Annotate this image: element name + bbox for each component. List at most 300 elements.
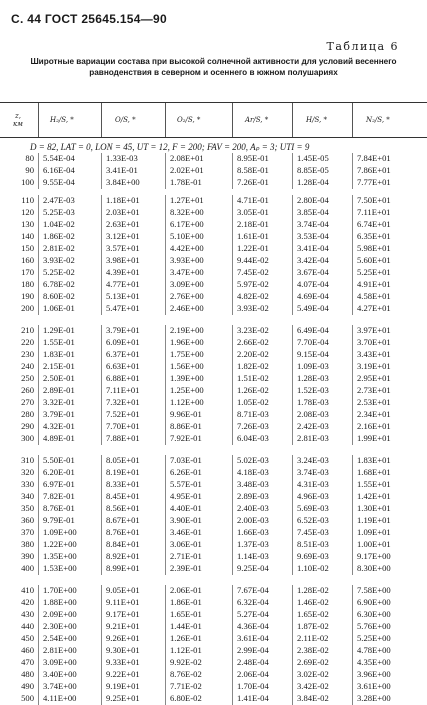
value-cell: 2.06E-01 <box>170 585 202 595</box>
value-cell: 2.69E-02 <box>297 657 329 667</box>
value-cell: 3.61E+00 <box>357 681 391 691</box>
value-cell: 6.63E+01 <box>106 361 140 371</box>
value-cell: 3.96E+00 <box>357 669 391 679</box>
value-cell: 3.74E-03 <box>297 467 329 477</box>
altitude-cell: 130 <box>21 219 34 229</box>
table-row <box>0 503 427 515</box>
value-cell: 2.20E-02 <box>237 349 269 359</box>
table-row <box>0 195 427 207</box>
value-cell: 9.11E+01 <box>106 597 140 607</box>
value-cell: 3.09E+00 <box>170 279 204 289</box>
value-cell: 9.30E+01 <box>106 645 140 655</box>
value-cell: 8.67E+01 <box>106 515 140 525</box>
altitude-cell: 420 <box>21 597 34 607</box>
altitude-cell: 80 <box>25 153 34 163</box>
value-cell: 7.67E-04 <box>237 585 269 595</box>
value-cell: 4.78E+00 <box>357 645 391 655</box>
value-cell: 3.67E-04 <box>297 267 329 277</box>
value-cell: 9.69E-03 <box>297 551 329 561</box>
value-cell: 4.71E-01 <box>237 195 269 205</box>
value-cell: 1.37E-03 <box>237 539 269 549</box>
table-row <box>0 467 427 479</box>
value-cell: 1.09E-03 <box>297 361 329 371</box>
value-cell: 3.93E+00 <box>170 255 204 265</box>
altitude-cell: 340 <box>21 491 34 501</box>
table-row <box>0 349 427 361</box>
altitude-cell: 110 <box>21 195 34 205</box>
row-group <box>0 325 427 445</box>
value-cell: 1.51E-02 <box>237 373 269 383</box>
table-row <box>0 219 427 231</box>
value-cell: 1.04E-02 <box>43 219 75 229</box>
table-row <box>0 243 427 255</box>
value-cell: 4.18E-03 <box>237 467 269 477</box>
table-title: Широтные вариации состава при высокой солнечной активности для условий весеннего равноденствия в северном и осеннего в южном полушариях <box>30 57 397 77</box>
value-cell: 6.80E-02 <box>170 693 202 703</box>
value-cell: 3.70E+01 <box>357 337 391 347</box>
value-cell: 8.32E+00 <box>170 207 204 217</box>
value-cell: 9.25E-04 <box>237 563 269 573</box>
altitude-cell: 150 <box>21 243 34 253</box>
table-row <box>0 479 427 491</box>
value-cell: 9.22E+01 <box>106 669 140 679</box>
value-cell: 5.02E-03 <box>237 455 269 465</box>
value-cell: 8.05E+01 <box>106 455 140 465</box>
altitude-cell: 180 <box>21 279 34 289</box>
value-cell: 1.12E-01 <box>170 645 202 655</box>
value-cell: 1.75E+00 <box>170 349 204 359</box>
table-row <box>0 645 427 657</box>
value-cell: 6.35E+01 <box>357 231 391 241</box>
altitude-cell: 320 <box>21 467 34 477</box>
value-cell: 1.78E-03 <box>297 397 329 407</box>
value-cell: 1.19E+01 <box>357 515 391 525</box>
value-cell: 3.09E+00 <box>43 657 77 667</box>
value-cell: 2.03E+01 <box>106 207 140 217</box>
value-cell: 2.80E-04 <box>297 195 329 205</box>
value-cell: 7.50E+01 <box>357 195 391 205</box>
value-cell: 9.96E-01 <box>170 409 202 419</box>
altitude-cell: 260 <box>21 385 34 395</box>
value-cell: 1.44E-01 <box>170 621 202 631</box>
value-cell: 3.90E-01 <box>170 515 202 525</box>
value-cell: 5.27E-04 <box>237 609 269 619</box>
col-header-ar: Ar/S, * <box>245 116 269 124</box>
value-cell: 6.74E+01 <box>357 219 391 229</box>
value-cell: 1.53E+00 <box>43 563 77 573</box>
altitude-cell: 210 <box>21 325 34 335</box>
value-cell: 1.10E-02 <box>297 563 329 573</box>
value-cell: 1.83E-01 <box>43 349 75 359</box>
value-cell: 3.42E-04 <box>297 255 329 265</box>
value-cell: 3.28E+00 <box>357 693 391 703</box>
table-row <box>0 177 427 189</box>
row-group <box>0 585 427 705</box>
value-cell: 1.61E-01 <box>237 231 269 241</box>
value-cell: 7.92E-01 <box>170 433 202 443</box>
table-row <box>0 231 427 243</box>
value-cell: 5.60E+01 <box>357 255 391 265</box>
value-cell: 8.99E+01 <box>106 563 140 573</box>
value-cell: 1.55E-01 <box>43 337 75 347</box>
value-cell: 2.46E+00 <box>170 303 204 313</box>
value-cell: 3.84E+00 <box>106 177 140 187</box>
value-cell: 7.84E+01 <box>357 153 391 163</box>
value-cell: 3.97E+01 <box>357 325 391 335</box>
value-cell: 2.81E+00 <box>43 645 77 655</box>
value-cell: 1.87E-02 <box>297 621 329 631</box>
column-header-row <box>0 102 427 138</box>
value-cell: 6.04E-03 <box>237 433 269 443</box>
value-cell: 2.54E+00 <box>43 633 77 643</box>
altitude-cell: 470 <box>21 657 34 667</box>
value-cell: 6.32E-04 <box>237 597 269 607</box>
table-row <box>0 563 427 575</box>
value-cell: 8.76E-01 <box>43 503 75 513</box>
value-cell: 7.58E+00 <box>357 585 391 595</box>
value-cell: 3.74E-04 <box>297 219 329 229</box>
value-cell: 2.95E+01 <box>357 373 391 383</box>
altitude-cell: 280 <box>21 409 34 419</box>
value-cell: 1.96E+00 <box>170 337 204 347</box>
value-cell: 2.11E-02 <box>297 633 329 643</box>
value-cell: 8.95E-01 <box>237 153 269 163</box>
table-row <box>0 153 427 165</box>
value-cell: 1.52E-03 <box>297 385 329 395</box>
table-row <box>0 551 427 563</box>
value-cell: 2.76E+00 <box>170 291 204 301</box>
table-row <box>0 433 427 445</box>
value-cell: 1.09E+01 <box>357 527 391 537</box>
altitude-cell: 90 <box>25 165 34 175</box>
value-cell: 3.40E+00 <box>43 669 77 679</box>
value-cell: 7.70E-04 <box>297 337 329 347</box>
value-cell: 9.55E-04 <box>43 177 75 187</box>
value-cell: 7.82E-01 <box>43 491 75 501</box>
value-cell: 2.63E+01 <box>106 219 140 229</box>
value-cell: 9.17E+01 <box>106 609 140 619</box>
value-cell: 5.25E+00 <box>357 633 391 643</box>
value-cell: 4.27E+01 <box>357 303 391 313</box>
value-cell: 4.58E+01 <box>357 291 391 301</box>
altitude-cell: 360 <box>21 515 34 525</box>
value-cell: 5.76E+00 <box>357 621 391 631</box>
table-row <box>0 597 427 609</box>
table-row <box>0 657 427 669</box>
table-row <box>0 455 427 467</box>
value-cell: 5.69E-03 <box>297 503 329 513</box>
value-cell: 9.33E+01 <box>106 657 140 667</box>
value-cell: 2.50E-01 <box>43 373 75 383</box>
value-cell: 7.88E+01 <box>106 433 140 443</box>
table-row <box>0 515 427 527</box>
value-cell: 1.39E+00 <box>170 373 204 383</box>
value-cell: 4.39E+01 <box>106 267 140 277</box>
value-cell: 3.02E-02 <box>297 669 329 679</box>
value-cell: 4.36E-04 <box>237 621 269 631</box>
value-cell: 4.96E-03 <box>297 491 329 501</box>
altitude-cell: 100 <box>21 177 34 187</box>
altitude-cell: 250 <box>21 373 34 383</box>
value-cell: 6.37E+01 <box>106 349 140 359</box>
value-cell: 1.06E-01 <box>43 303 75 313</box>
value-cell: 5.25E-03 <box>43 207 75 217</box>
value-cell: 2.06E-04 <box>237 669 269 679</box>
value-cell: 5.54E-04 <box>43 153 75 163</box>
value-cell: 2.99E-04 <box>237 645 269 655</box>
value-cell: 2.02E+01 <box>170 165 204 175</box>
value-cell: 8.45E+01 <box>106 491 140 501</box>
col-header-n2: N₂/S, * <box>366 116 390 124</box>
col-header-h: H/S, * <box>306 116 327 124</box>
table-row <box>0 303 427 315</box>
value-cell: 8.84E+01 <box>106 539 140 549</box>
table-row <box>0 681 427 693</box>
value-cell: 7.70E+01 <box>106 421 140 431</box>
page-header: С. 44 ГОСТ 25645.154—90 <box>11 12 167 26</box>
value-cell: 3.48E-03 <box>237 479 269 489</box>
value-cell: 1.46E-02 <box>297 597 329 607</box>
table-row <box>0 527 427 539</box>
value-cell: 2.81E-03 <box>297 433 329 443</box>
value-cell: 3.84E-02 <box>297 693 329 703</box>
value-cell: 8.56E+01 <box>106 503 140 513</box>
value-cell: 7.11E+01 <box>106 385 140 395</box>
altitude-cell: 330 <box>21 479 34 489</box>
value-cell: 1.41E-04 <box>237 693 269 703</box>
value-cell: 4.89E-01 <box>43 433 75 443</box>
table-row <box>0 409 427 421</box>
table-row <box>0 693 427 705</box>
altitude-cell: 220 <box>21 337 34 347</box>
value-cell: 1.66E-03 <box>237 527 269 537</box>
value-cell: 1.70E+00 <box>43 585 77 595</box>
value-cell: 1.56E+00 <box>170 361 204 371</box>
value-cell: 2.53E+01 <box>357 397 391 407</box>
value-cell: 9.17E+00 <box>357 551 391 561</box>
value-cell: 6.09E+01 <box>106 337 140 347</box>
value-cell: 7.26E-03 <box>237 421 269 431</box>
value-cell: 3.05E-01 <box>237 207 269 217</box>
value-cell: 9.21E+01 <box>106 621 140 631</box>
value-cell: 8.92E+01 <box>106 551 140 561</box>
value-cell: 3.19E+01 <box>357 361 391 371</box>
value-cell: 6.52E-03 <box>297 515 329 525</box>
value-cell: 2.39E-01 <box>170 563 202 573</box>
value-cell: 4.31E-03 <box>297 479 329 489</box>
value-cell: 1.14E-03 <box>237 551 269 561</box>
value-cell: 3.23E-02 <box>237 325 269 335</box>
value-cell: 8.58E-01 <box>237 165 269 175</box>
value-cell: 3.46E-01 <box>170 527 202 537</box>
value-cell: 4.42E+00 <box>170 243 204 253</box>
table-row <box>0 539 427 551</box>
value-cell: 3.79E+01 <box>106 325 140 335</box>
value-cell: 3.24E-03 <box>297 455 329 465</box>
value-cell: 1.99E+01 <box>357 433 391 443</box>
altitude-cell: 390 <box>21 551 34 561</box>
value-cell: 8.30E+00 <box>357 563 391 573</box>
value-cell: 1.12E+00 <box>170 397 204 407</box>
value-cell: 3.32E-01 <box>43 397 75 407</box>
value-cell: 8.33E+01 <box>106 479 140 489</box>
value-cell: 1.00E+01 <box>357 539 391 549</box>
value-cell: 3.61E-04 <box>237 633 269 643</box>
value-cell: 2.38E-02 <box>297 645 329 655</box>
value-cell: 3.06E-01 <box>170 539 202 549</box>
value-cell: 2.09E+00 <box>43 609 77 619</box>
value-cell: 7.45E-03 <box>297 527 329 537</box>
value-cell: 6.30E+00 <box>357 609 391 619</box>
altitude-cell: 480 <box>21 669 34 679</box>
altitude-cell: 140 <box>21 231 34 241</box>
table-row <box>0 491 427 503</box>
value-cell: 2.16E+01 <box>357 421 391 431</box>
value-cell: 1.86E-01 <box>170 597 202 607</box>
altitude-cell: 380 <box>21 539 34 549</box>
value-cell: 2.42E-03 <box>297 421 329 431</box>
value-cell: 1.35E+00 <box>43 551 77 561</box>
value-cell: 1.68E+01 <box>357 467 391 477</box>
value-cell: 1.82E-02 <box>237 361 269 371</box>
altitude-cell: 500 <box>21 693 34 703</box>
value-cell: 8.86E-01 <box>170 421 202 431</box>
table-row <box>0 585 427 597</box>
value-cell: 2.34E+01 <box>357 409 391 419</box>
value-cell: 3.41E-04 <box>297 243 329 253</box>
value-cell: 3.79E-01 <box>43 409 75 419</box>
value-cell: 3.53E-04 <box>297 231 329 241</box>
value-cell: 7.71E-02 <box>170 681 202 691</box>
value-cell: 2.48E-04 <box>237 657 269 667</box>
altitude-cell: 450 <box>21 633 34 643</box>
altitude-cell: 170 <box>21 267 34 277</box>
value-cell: 4.07E-04 <box>297 279 329 289</box>
altitude-cell: 460 <box>21 645 34 655</box>
value-cell: 7.77E+01 <box>357 177 391 187</box>
value-cell: 7.86E+01 <box>357 165 391 175</box>
data-table-body <box>0 153 427 705</box>
altitude-cell: 300 <box>21 433 34 443</box>
value-cell: 6.17E+00 <box>170 219 204 229</box>
value-cell: 8.19E+01 <box>106 467 140 477</box>
col-header-o2: O₂/S, * <box>177 116 201 124</box>
value-cell: 7.26E-01 <box>237 177 269 187</box>
value-cell: 2.15E-01 <box>43 361 75 371</box>
value-cell: 2.08E-03 <box>297 409 329 419</box>
value-cell: 3.42E-02 <box>297 681 329 691</box>
table-row <box>0 337 427 349</box>
altitude-cell: 290 <box>21 421 34 431</box>
value-cell: 3.41E-01 <box>106 165 138 175</box>
value-cell: 1.78E-01 <box>170 177 202 187</box>
value-cell: 9.05E+01 <box>106 585 140 595</box>
value-cell: 2.89E-03 <box>237 491 269 501</box>
value-cell: 1.55E+01 <box>357 479 391 489</box>
altitude-cell: 490 <box>21 681 34 691</box>
value-cell: 2.40E-03 <box>237 503 269 513</box>
value-cell: 1.27E+01 <box>170 195 204 205</box>
value-cell: 3.74E+00 <box>43 681 77 691</box>
value-cell: 9.26E+01 <box>106 633 140 643</box>
table-row <box>0 165 427 177</box>
table-row <box>0 255 427 267</box>
value-cell: 8.60E-02 <box>43 291 75 301</box>
value-cell: 6.90E+00 <box>357 597 391 607</box>
table-row <box>0 633 427 645</box>
value-cell: 6.26E-01 <box>170 467 202 477</box>
value-cell: 1.28E-04 <box>297 177 329 187</box>
value-cell: 7.52E+01 <box>106 409 140 419</box>
col-header-altitude <box>6 103 30 137</box>
value-cell: 1.65E-02 <box>297 609 329 619</box>
col-header-altitude-unit: км <box>13 120 23 128</box>
value-cell: 2.18E-01 <box>237 219 269 229</box>
value-cell: 5.25E-02 <box>43 267 75 277</box>
value-cell: 2.73E+01 <box>357 385 391 395</box>
altitude-cell: 410 <box>21 585 34 595</box>
value-cell: 9.15E-04 <box>297 349 329 359</box>
value-cell: 1.88E+00 <box>43 597 77 607</box>
value-cell: 1.22E+00 <box>43 539 77 549</box>
value-cell: 9.25E+01 <box>106 693 140 703</box>
value-cell: 5.57E-01 <box>170 479 202 489</box>
value-cell: 9.79E-01 <box>43 515 75 525</box>
table-row <box>0 669 427 681</box>
value-cell: 2.66E-02 <box>237 337 269 347</box>
value-cell: 3.85E-04 <box>297 207 329 217</box>
altitude-cell: 370 <box>21 527 34 537</box>
row-group <box>0 153 427 189</box>
value-cell: 3.98E+01 <box>106 255 140 265</box>
value-cell: 2.81E-02 <box>43 243 75 253</box>
value-cell: 4.40E-01 <box>170 503 202 513</box>
value-cell: 2.47E-03 <box>43 195 75 205</box>
altitude-cell: 190 <box>21 291 34 301</box>
table-row <box>0 291 427 303</box>
col-header-altitude-z: z, <box>15 112 21 120</box>
altitude-cell: 430 <box>21 609 34 619</box>
table-row <box>0 279 427 291</box>
value-cell: 1.05E-02 <box>237 397 269 407</box>
value-cell: 7.32E+01 <box>106 397 140 407</box>
altitude-cell: 200 <box>21 303 34 313</box>
value-cell: 1.28E-03 <box>297 373 329 383</box>
value-cell: 1.42E+01 <box>357 491 391 501</box>
value-cell: 1.28E-02 <box>297 585 329 595</box>
altitude-cell: 230 <box>21 349 34 359</box>
value-cell: 7.03E-01 <box>170 455 202 465</box>
value-cell: 3.93E-02 <box>237 303 269 313</box>
value-cell: 1.83E+01 <box>357 455 391 465</box>
value-cell: 8.71E-03 <box>237 409 269 419</box>
value-cell: 2.19E+00 <box>170 325 204 335</box>
value-cell: 1.45E-05 <box>297 153 329 163</box>
value-cell: 4.91E+01 <box>357 279 391 289</box>
altitude-cell: 310 <box>21 455 34 465</box>
value-cell: 2.89E-01 <box>43 385 75 395</box>
value-cell: 6.97E-01 <box>43 479 75 489</box>
value-cell: 6.78E-02 <box>43 279 75 289</box>
table-row <box>0 621 427 633</box>
value-cell: 1.30E+01 <box>357 503 391 513</box>
value-cell: 6.16E-04 <box>43 165 75 175</box>
value-cell: 1.29E-01 <box>43 325 75 335</box>
altitude-cell: 240 <box>21 361 34 371</box>
table-row <box>0 421 427 433</box>
value-cell: 5.47E+01 <box>106 303 140 313</box>
table-row <box>0 373 427 385</box>
